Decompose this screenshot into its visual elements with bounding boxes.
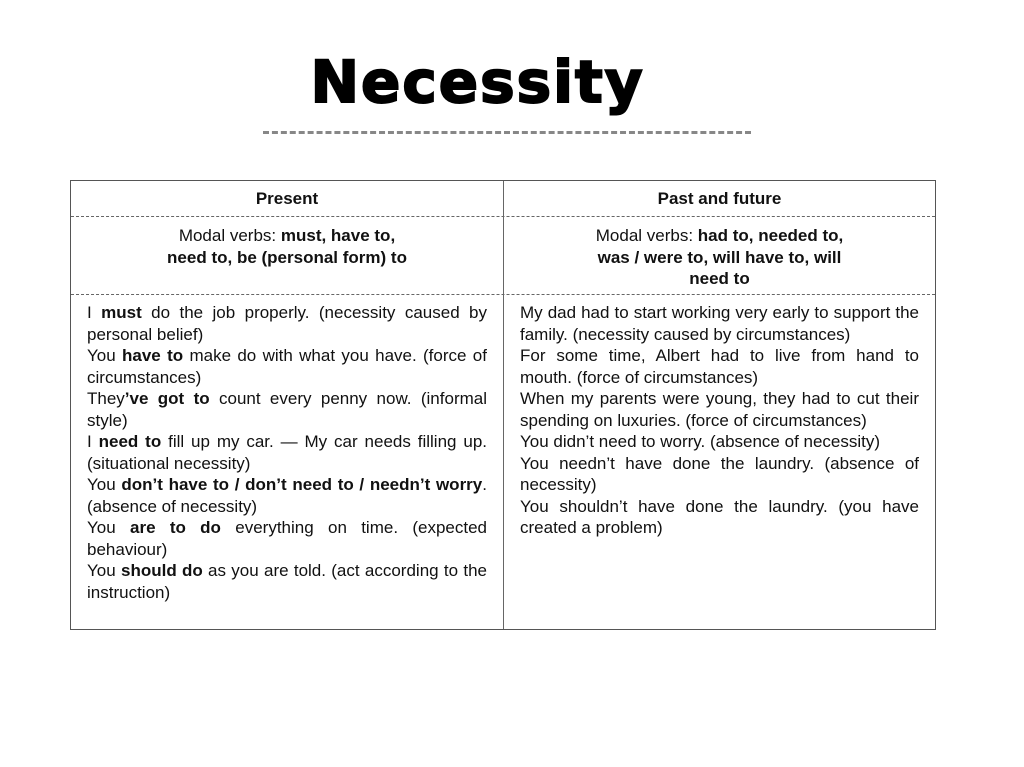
example-text: My dad had to start working very early to support the family. (necessity caused by circumstances) xyxy=(520,303,919,344)
example-sentence xyxy=(87,517,487,560)
modal-verbs: need to xyxy=(689,269,750,288)
example-text: You xyxy=(87,346,123,365)
header-past-future: Past and future xyxy=(657,189,782,208)
modal-verbs-present xyxy=(71,216,503,294)
necessity-table xyxy=(70,180,936,630)
example-sentence xyxy=(87,431,487,474)
example-text: For some time, Albert had to live from hand to mouth. (force of circumstances) xyxy=(520,346,919,387)
examples-row xyxy=(71,294,935,629)
example-sentence xyxy=(87,345,487,388)
example-sentence xyxy=(87,388,487,431)
past-examples xyxy=(504,294,935,629)
example-sentence xyxy=(520,345,919,388)
example-text: make do with what you have. (force of circumstances) xyxy=(87,346,487,387)
present-examples xyxy=(71,294,503,629)
modal-highlight: ’ve got to xyxy=(124,389,210,408)
example-text: You didn’t need to worry. (absence of necessity) xyxy=(520,432,881,451)
example-sentence xyxy=(87,474,487,517)
example-text: I xyxy=(87,432,99,451)
example-sentence xyxy=(87,302,487,345)
example-text: When my parents were young, they had to cut their spending on luxuries. (force of circumstances) xyxy=(520,389,919,430)
example-text: They xyxy=(87,389,125,408)
example-text: everything on time. (expected behaviour) xyxy=(87,518,487,559)
modal-highlight: are to do xyxy=(130,518,221,537)
example-text: count every penny now. (informal style) xyxy=(87,389,487,430)
modal-verbs-past xyxy=(504,216,935,294)
modal-verbs: need to, be (personal form) to xyxy=(167,247,407,267)
example-text: You needn’t have done the laundry. (absence of necessity) xyxy=(520,453,919,494)
example-text: You xyxy=(87,518,130,537)
modal-verbs: had to, needed to, xyxy=(697,226,844,245)
example-sentence xyxy=(520,388,919,431)
example-text: fill up my car. — My car needs filling up. (situational necessity) xyxy=(87,432,487,473)
modal-highlight: should do xyxy=(120,561,203,580)
decorative-divider xyxy=(263,131,751,138)
example-text: You xyxy=(87,475,122,494)
example-text: I xyxy=(87,303,102,322)
example-text: as you are told. (act according to the instruction) xyxy=(87,561,487,602)
example-sentence xyxy=(520,496,919,539)
page-title: Necessity xyxy=(310,48,645,116)
example-text: do the job properly. (necessity caused by personal belief) xyxy=(87,303,488,344)
modal-verbs-row xyxy=(71,216,935,295)
example-sentence xyxy=(520,302,919,345)
example-text: You shouldn’t have done the laundry. (you have created a problem) xyxy=(520,496,919,537)
header-row xyxy=(71,181,935,217)
example-text: . (absence of necessity) xyxy=(87,475,487,516)
modal-highlight: have to xyxy=(122,346,184,365)
modal-label: Modal verbs: xyxy=(178,226,281,245)
example-sentence xyxy=(520,453,919,496)
modal-highlight: don’t have to / don’t need to / needn’t worry xyxy=(121,475,483,494)
example-sentence xyxy=(520,431,919,453)
modal-verbs: was / were to, will have to, will xyxy=(597,247,842,267)
example-sentence xyxy=(87,560,487,603)
modal-highlight: must xyxy=(101,303,142,322)
header-present: Present xyxy=(255,189,319,208)
example-text: You xyxy=(87,561,121,580)
modal-verbs: must, have to, xyxy=(280,226,396,245)
modal-highlight: need to xyxy=(98,432,162,451)
modal-label: Modal verbs: xyxy=(595,226,698,245)
